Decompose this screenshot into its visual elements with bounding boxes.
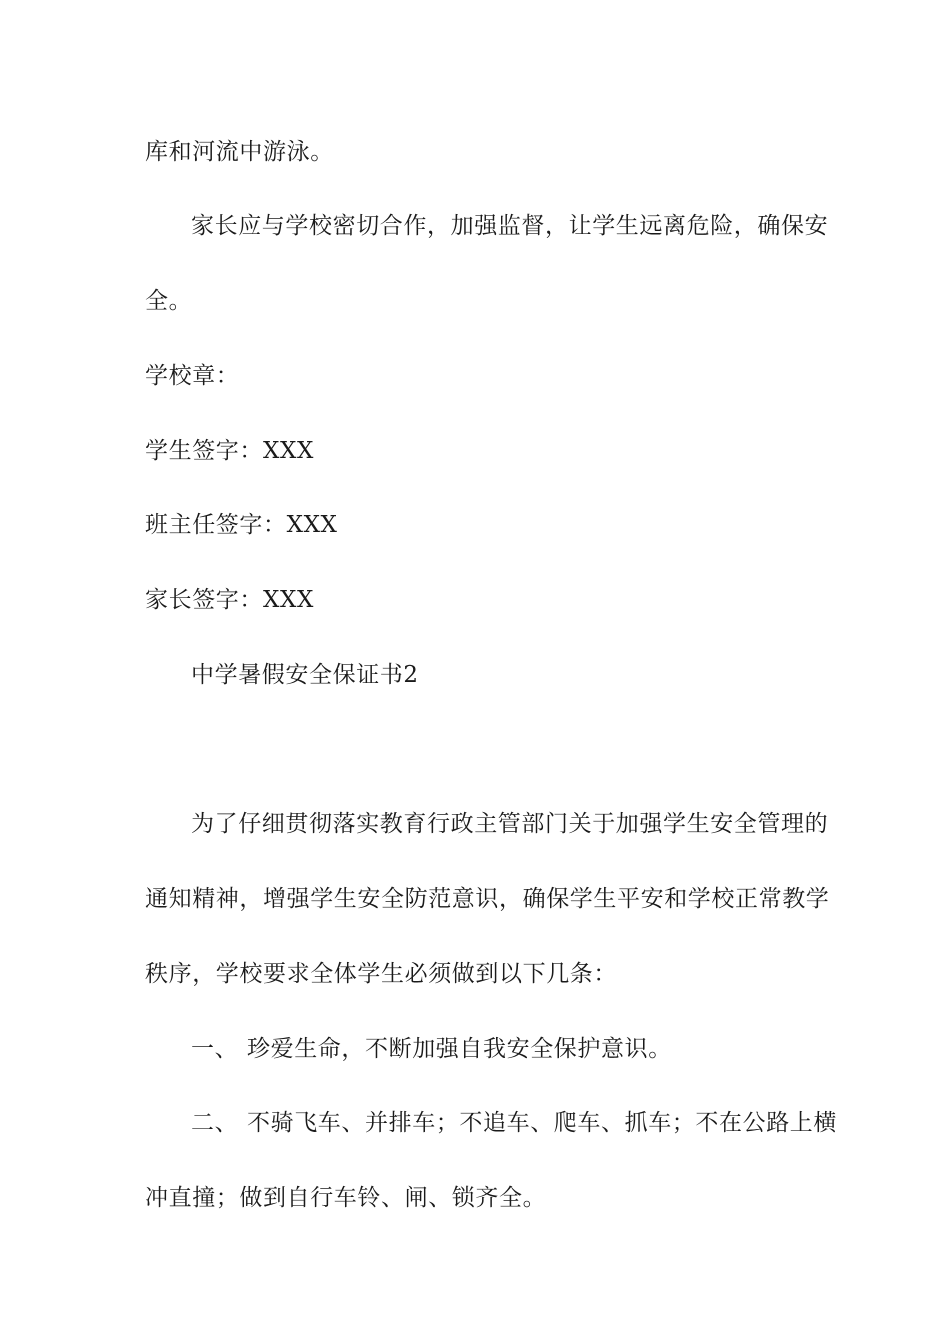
section-title: 中学暑假安全保证书2	[191, 662, 419, 688]
list-item	[191, 1108, 837, 1138]
paragraph-line: 全。	[145, 288, 193, 314]
list-item-text: 珍爱生命，不断加强自我安全保护意识。	[247, 1036, 672, 1062]
paragraph-line: 为了仔细贯彻落实教育行政主管部门关于加强学生安全管理的	[191, 811, 829, 837]
student-signature-line: 学生签字：XXX	[145, 438, 314, 464]
school-seal-label: 学校章：	[145, 363, 240, 389]
parent-signature-line: 家长签字：XXX	[145, 587, 314, 613]
list-item-number: 二、	[191, 1110, 239, 1136]
paragraph-line: 库和河流中游泳。	[145, 139, 334, 165]
list-item	[191, 1034, 672, 1064]
list-item-text: 不骑飞车、并排车；不追车、爬车、抓车；不在公路上横	[247, 1110, 837, 1136]
teacher-signature-line: 班主任签字：XXX	[145, 512, 338, 538]
list-item-number: 一、	[191, 1036, 239, 1062]
paragraph-line: 秩序，学校要求全体学生必须做到以下几条：	[145, 961, 617, 987]
paragraph-line: 冲直撞；做到自行车铃、闸、锁齐全。	[145, 1185, 547, 1211]
paragraph-line: 家长应与学校密切合作，加强监督，让学生远离危险，确保安	[191, 213, 829, 239]
paragraph-line: 通知精神，增强学生安全防范意识，确保学生平安和学校正常教学	[145, 886, 830, 912]
